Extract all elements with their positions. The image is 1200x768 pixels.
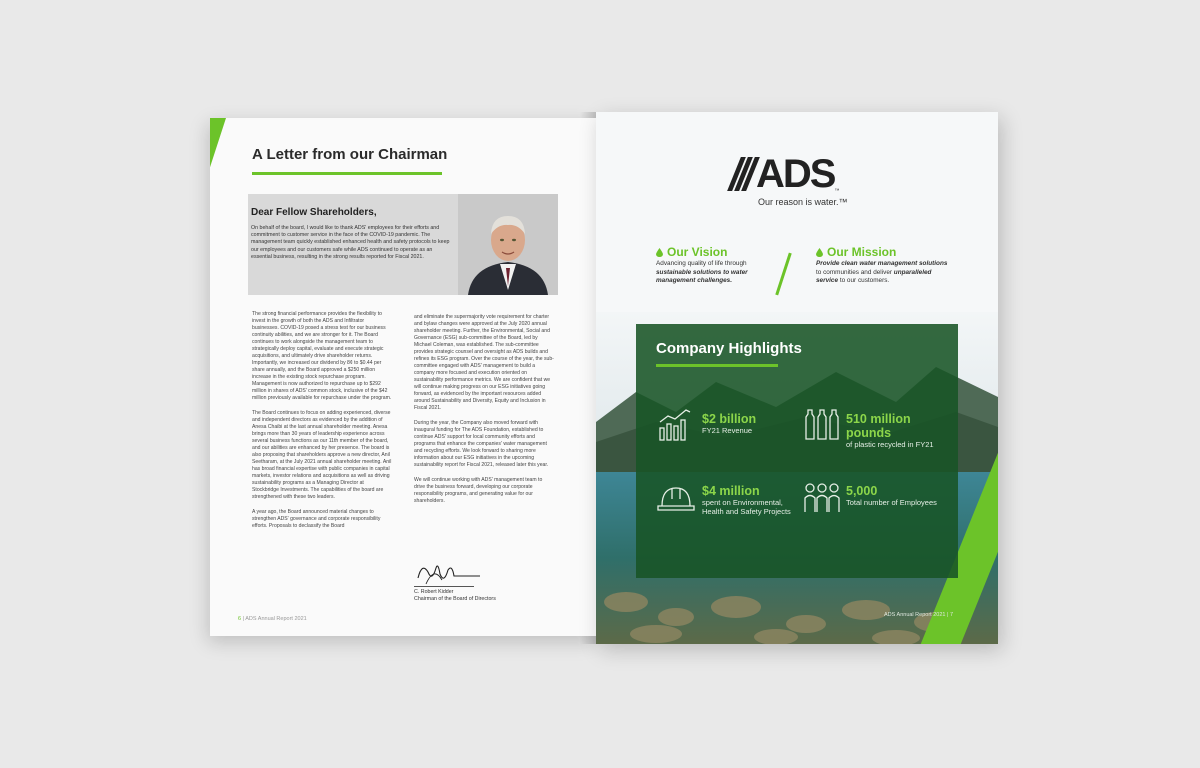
stat-caption: spent on Environmental, Health and Safety Projects (702, 498, 791, 516)
highlights-underline (656, 364, 778, 367)
hard-hat-icon (656, 480, 696, 516)
stat-ehs-spend (702, 484, 792, 516)
paragraph: The Board continues to focus on adding experienced, diverse and independent directors as evidenced by the addition of Anesa Chaibi at the last annual shareholder meeting. Anesa brings more than 30 years of leadership experience across several business functions as our 11th member of the board, and our abilities are enhanced by her presence. The board is also proposing that shareholders approve a new director, Anil Seetharam, at the July 2021 annual shareholder meeting. Anil has broad financial expertise with public companies in capital markets, investor relations and acquisitions as well as driving sustainability programs as a Managing Director at Stockbridge Investments. The capabilities of the board are strengthened with these two leaders. (252, 410, 392, 500)
page-title: A Letter from our Chairman (252, 146, 448, 163)
intro-paragraph: On behalf of the board, I would like to thank ADS' employees for their efforts and commitment to customer service in the face of the COVID-19 pandemic. The management team quickly established enhanced health and safety protocols to keep our employees and our customers safe while ADS continued to operate as an essential business, resulting in the strong results reported for Fiscal 2021. (251, 225, 450, 260)
logo-trademark: ™ (834, 188, 840, 194)
page-number: 7 (949, 612, 954, 618)
stat-revenue (702, 412, 756, 435)
stat-value: $4 million (702, 484, 760, 498)
stat-caption: FY21 Revenue (702, 426, 753, 435)
chairman-photo (458, 194, 558, 295)
stat-caption: Total number of Employees (846, 498, 937, 507)
left-page (210, 118, 596, 636)
logo-wordmark: ADS (756, 152, 835, 196)
stat-value: $2 billion (702, 412, 757, 426)
footer-text: ADS Annual Report 2021 | (884, 612, 949, 618)
company-highlights-panel (636, 324, 958, 578)
page-footer-left (238, 616, 307, 622)
mission-text (816, 260, 951, 286)
paragraph: The strong financial performance provides the flexibility to invest in the growth of both the ADS and Infiltrator businesses. COVID-19 posed a stress test for our business continuity abilities, and we are stronger for it. The Board continues to work alongside the management team to strategically deploy capital, evaluate and execute strategic acquisitions, and ultimately drive shareholder returns. Importantly, we increased our dividend by 8¢ to $0.44 per share annually, and the Board approved a $250 million increase in the existing stock repurchase program. Management is now authorized to repurchase up to $292 million in shares of ADS' common stock, inclusive of the $42 million previously available for repurchase under the program. (252, 311, 392, 401)
signer-block (414, 589, 496, 603)
mission-text-bold: unparalleled service (816, 268, 932, 284)
bottles-icon (802, 406, 842, 442)
signer-title: Chairman of the Board of Directors (414, 596, 496, 602)
water-drop-icon (816, 248, 823, 257)
letter-column-1 (252, 311, 392, 538)
letter-column-2 (414, 314, 554, 513)
vision-block (656, 245, 776, 286)
vision-mission-divider (775, 253, 791, 296)
right-page (596, 112, 998, 644)
page-footer-right (884, 612, 953, 618)
greeting: Dear Fellow Shareholders, (251, 207, 377, 218)
stat-value: 5,000 (846, 484, 878, 498)
title-underline (252, 172, 442, 175)
water-drop-icon (656, 248, 663, 257)
mission-title: Our Mission (827, 245, 897, 260)
stat-caption: of plastic recycled in FY21 (846, 440, 934, 449)
page-number: 6 (238, 616, 242, 622)
footer-text: | ADS Annual Report 2021 (242, 616, 307, 622)
signature-line (414, 586, 474, 587)
logo-slashes-icon (734, 157, 753, 191)
paragraph: and eliminate the supermajority vote requirement for charter and bylaw changes were approved at the July 2020 annual shareholder meeting. Further, the Environmental, Social and Governance (ESG) sub-committee of the Board, led by Michael Coleman, was established. The sub-committee provides strategic counsel and oversight as ADS builds and refines its ESG program. Over the course of the year, the sub-committee engaged with ADS' management to build a company more focused and execution oriented on sustainability performance metrics. We are confident that we will continue making progress on our ESG initiatives going forward, as evidenced by the important resources added around Sustainability and Diversity, Equity and Inclusion in Fiscal 2021. (414, 314, 554, 411)
paragraph: We will continue working with ADS' management team to drive the business forward, developing our corporate responsibility programs, and generating value for our shareholders. (414, 477, 543, 504)
tagline: Our reason is water.™ (758, 197, 848, 207)
vision-text-bold: sustainable solutions to water management challenges. (656, 268, 748, 284)
vision-text (656, 260, 776, 286)
mission-text-end: to our customers. (838, 277, 890, 284)
vision-text-plain: Advancing quality of life through (656, 260, 747, 267)
people-icon (802, 480, 842, 516)
stat-plastic-recycled (846, 412, 950, 449)
highlights-title: Company Highlights (656, 340, 802, 357)
ads-logo (734, 154, 860, 207)
bar-chart-icon (656, 406, 696, 442)
stat-value: 510 million pounds (846, 412, 911, 440)
green-accent-stripe (210, 118, 226, 228)
paragraph: A year ago, the Board announced material changes to strengthen ADS' governance and corporate responsibility efforts. Proposals to declassify the Board (252, 509, 381, 529)
signature (414, 558, 484, 588)
mission-text-bold: Provide clean water management solutions (816, 260, 948, 267)
vision-title: Our Vision (667, 245, 728, 260)
mission-block (816, 245, 951, 286)
mission-text-plain: to communities and deliver (816, 268, 894, 276)
paragraph: During the year, the Company also moved forward with inaugural funding for The ADS Foundation, established to continue ADS' support for local community efforts and programs that enhance the companies' water management and recycling efforts. We look forward to sharing more information about our ESG initiatives in the upcoming sustainability report for Fiscal 2021, released later this year. (414, 420, 549, 468)
signer-name: C. Robert Kidder (414, 589, 454, 595)
stat-employees (846, 484, 946, 507)
